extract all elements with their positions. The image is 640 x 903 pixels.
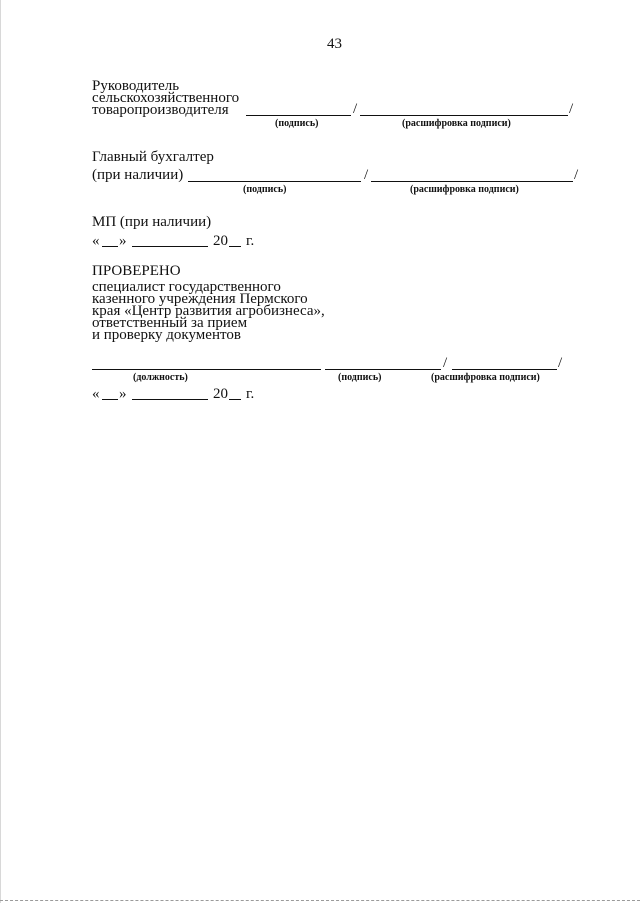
page-number: 43: [327, 36, 342, 52]
verified-year-suffix: г.: [246, 386, 255, 402]
verified-caption-decoding: (расшифровка подписи): [431, 372, 540, 383]
page-left-edge: [0, 0, 1, 903]
head-signature-line[interactable]: [246, 115, 351, 116]
verified-signature-line[interactable]: [325, 369, 441, 370]
head-slash-end: /: [569, 101, 574, 117]
verified-line-3: края «Центр развития агробизнеса»,: [92, 303, 325, 319]
verified-line-5: и проверку документов: [92, 327, 241, 343]
accountant-slash-end: /: [574, 167, 579, 183]
stamp-day-field[interactable]: [102, 246, 118, 247]
verified-date-open-quote: «: [92, 386, 100, 402]
verified-line-4: ответственный за прием: [92, 315, 248, 331]
head-caption-signature: (подпись): [275, 118, 319, 129]
accountant-decoding-line[interactable]: [371, 181, 573, 182]
page-bottom-edge: [0, 900, 640, 901]
head-title-line-1: Руководитель: [92, 78, 180, 94]
accountant-title-line-2: (при наличии): [92, 167, 184, 183]
stamp-year-field[interactable]: [229, 246, 241, 247]
accountant-signature-line[interactable]: [188, 181, 361, 182]
verified-slash-end: /: [558, 355, 563, 371]
head-decoding-line[interactable]: [360, 115, 568, 116]
head-slash: /: [353, 101, 358, 117]
verified-day-field[interactable]: [102, 399, 118, 400]
verified-caption-signature: (подпись): [338, 372, 382, 383]
accountant-caption-decoding: (расшифровка подписи): [410, 184, 519, 195]
stamp-year-prefix: 20: [213, 233, 228, 249]
verified-line-1: специалист государственного: [92, 279, 281, 295]
accountant-caption-signature: (подпись): [243, 184, 287, 195]
verified-year-prefix: 20: [213, 386, 228, 402]
stamp-date-close-quote: »: [119, 233, 127, 249]
verified-position-line[interactable]: [92, 369, 321, 370]
head-title-line-3: товаропроизводителя: [92, 102, 229, 118]
verified-month-field[interactable]: [132, 399, 208, 400]
accountant-slash: /: [364, 167, 369, 183]
stamp-year-suffix: г.: [246, 233, 255, 249]
accountant-title-line-1: Главный бухгалтер: [92, 149, 214, 165]
verified-year-field[interactable]: [229, 399, 241, 400]
verified-caption-position: (должность): [133, 372, 188, 383]
head-caption-decoding: (расшифровка подписи): [402, 118, 511, 129]
verified-slash: /: [443, 355, 448, 371]
verified-date-close-quote: »: [119, 386, 127, 402]
stamp-month-field[interactable]: [132, 246, 208, 247]
verified-line-2: казенного учреждения Пермского: [92, 291, 308, 307]
stamp-label: МП (при наличии): [92, 214, 212, 230]
verified-title: ПРОВЕРЕНО: [92, 263, 181, 279]
stamp-date-open-quote: «: [92, 233, 100, 249]
verified-decoding-line[interactable]: [452, 369, 557, 370]
head-title-line-2: сельскохозяйственного: [92, 90, 240, 106]
